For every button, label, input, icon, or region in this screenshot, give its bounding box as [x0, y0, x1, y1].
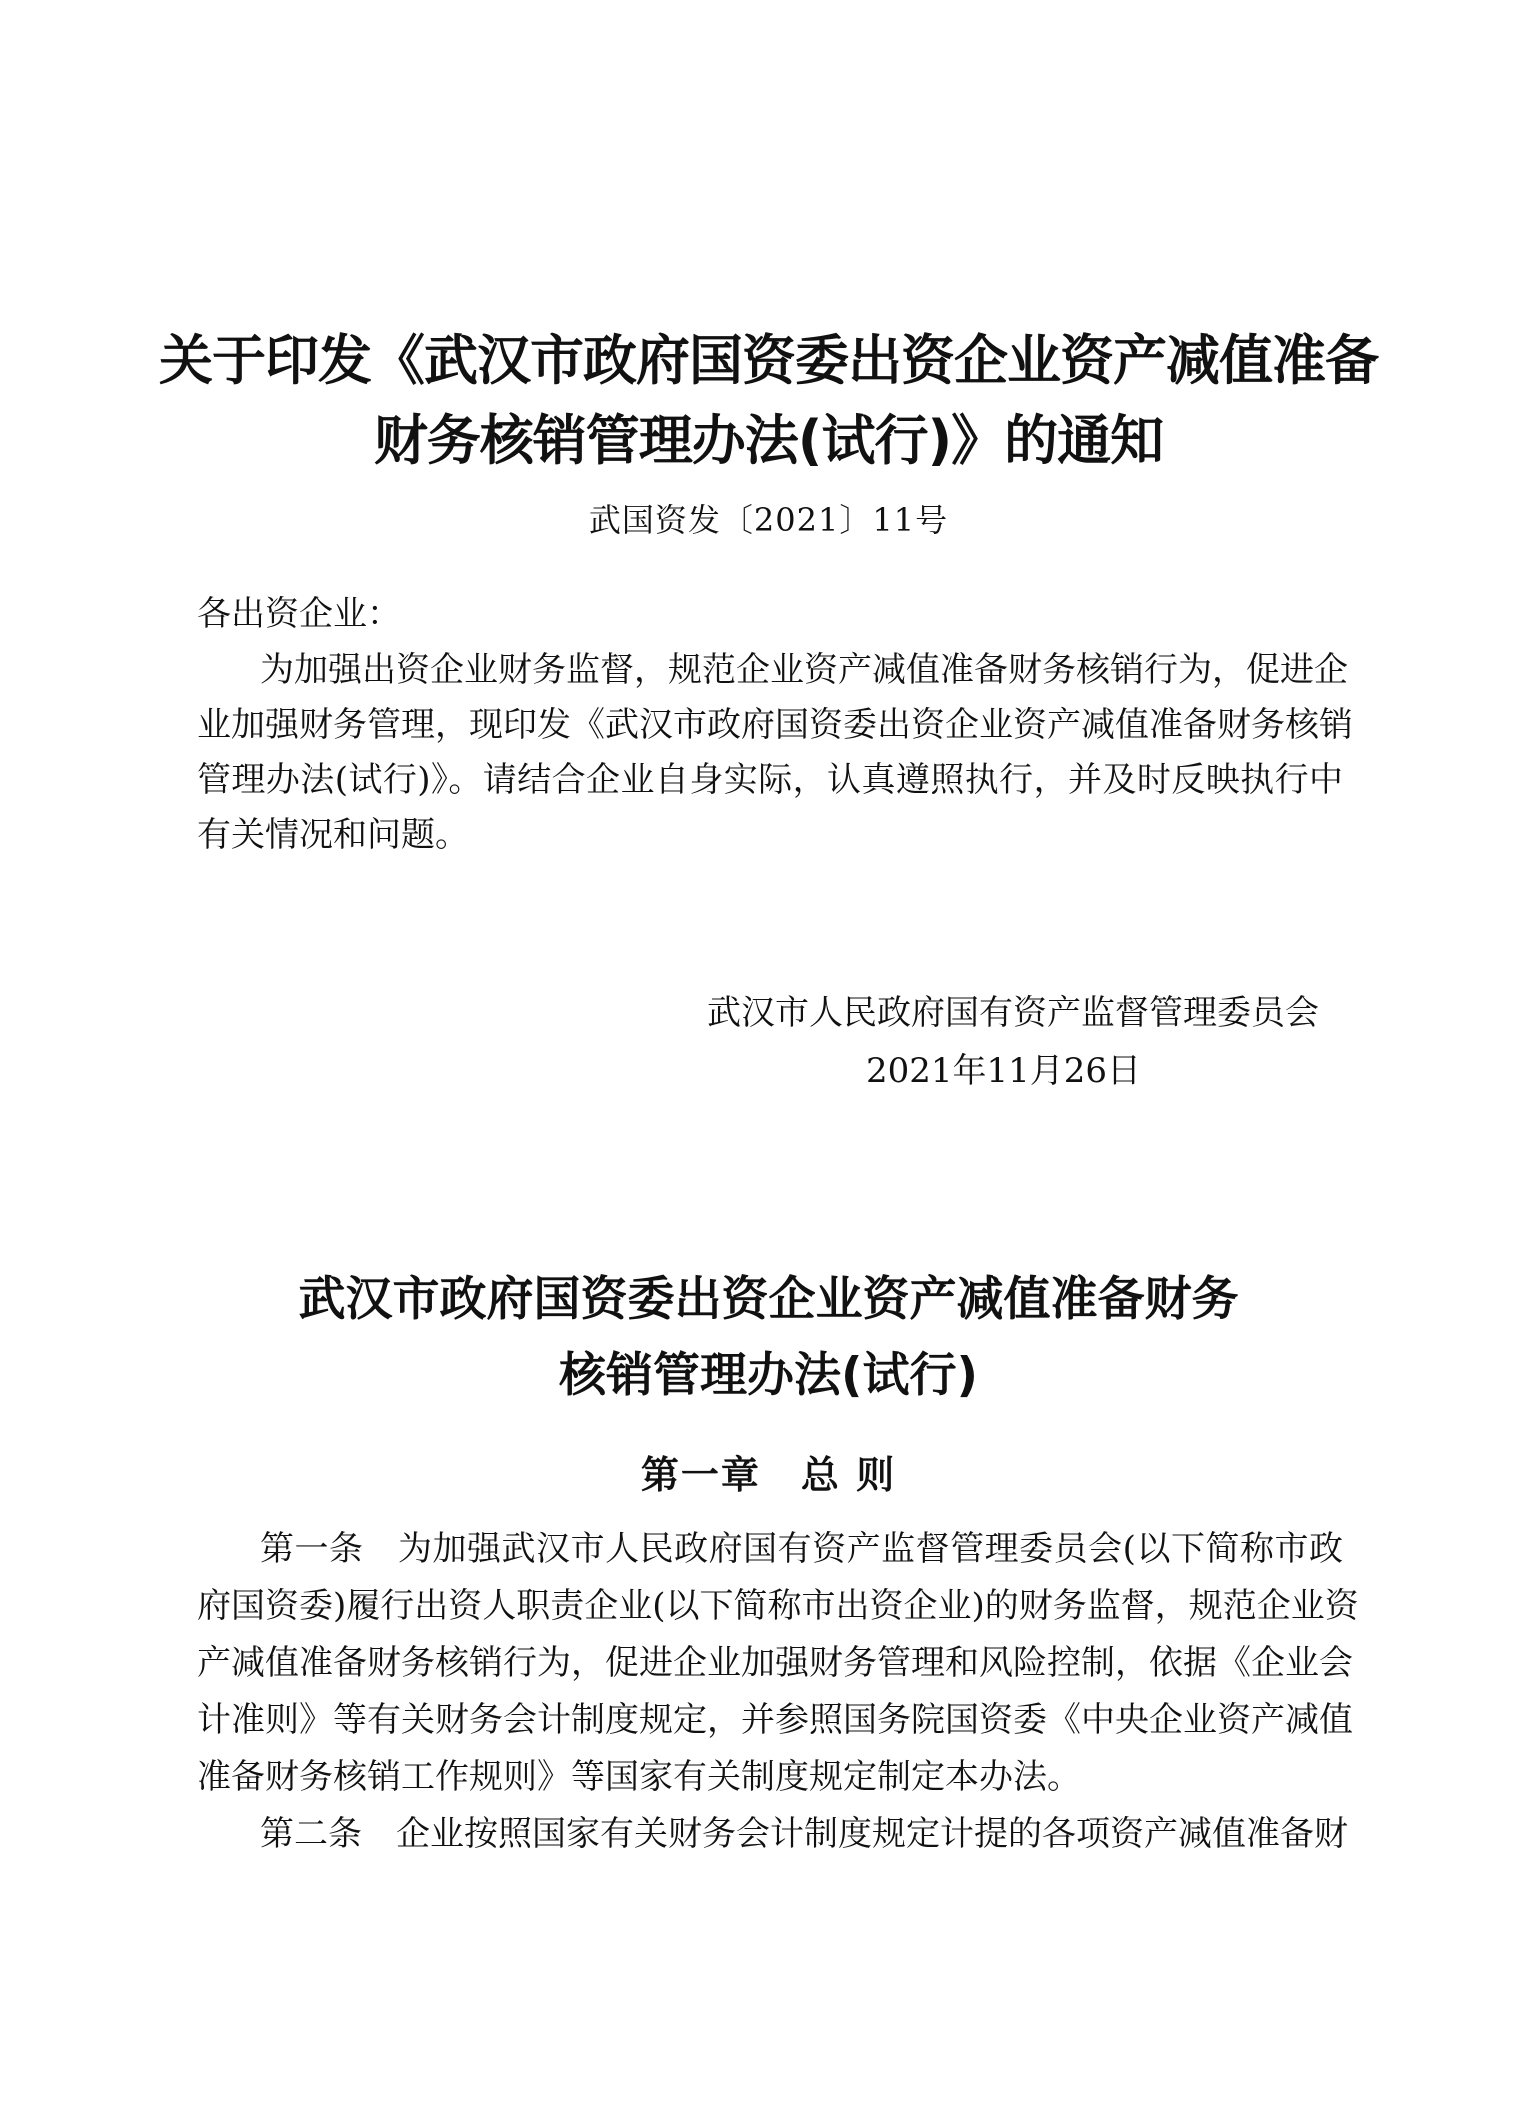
article-2-line-1: 第二条 企业按照国家有关财务会计制度规定计提的各项资产减值准备财	[260, 1814, 1348, 1854]
notice-body-line-3: 管理办法(试行)》。请结合企业自身实际，认真遵照执行，并及时反映执行中	[197, 760, 1343, 800]
document-number: 武国资发〔2021〕11号	[588, 501, 949, 539]
signature-date: 2021年11月26日	[866, 1051, 1142, 1091]
measures-title-line-1: 武汉市政府国资委出资企业资产减值准备财务	[298, 1272, 1239, 1327]
notice-body-line-4: 有关情况和问题。	[197, 815, 469, 855]
notice-body-line-1: 为加强出资企业财务监督，规范企业资产减值准备财务核销行为，促进企	[260, 650, 1348, 690]
notice-title-line-1: 关于印发《武汉市政府国资委出资企业资产减值准备	[159, 329, 1378, 392]
signature-organization: 武汉市人民政府国有资产监督管理委员会	[707, 993, 1319, 1033]
notice-body-line-2: 业加强财务管理，现印发《武汉市政府国资委出资企业资产减值准备财务核销	[197, 705, 1353, 745]
article-1-line-1: 第一条 为加强武汉市人民政府国有资产监督管理委员会(以下简称市政	[260, 1529, 1343, 1569]
article-1-line-3: 产减值准备财务核销行为，促进企业加强财务管理和风险控制，依据《企业会	[197, 1643, 1353, 1683]
notice-title-line-2: 财务核销管理办法(试行)》的通知	[373, 409, 1164, 472]
salutation: 各出资企业：	[197, 594, 401, 634]
chapter-heading: 第一章 总 则	[640, 1453, 897, 1497]
article-1-line-2: 府国资委)履行出资人职责企业(以下简称市出资企业)的财务监督，规范企业资	[197, 1586, 1359, 1626]
article-1-line-4: 计准则》等有关财务会计制度规定，并参照国务院国资委《中央企业资产减值	[197, 1700, 1353, 1740]
article-1-line-5: 准备财务核销工作规则》等国家有关制度规定制定本办法。	[197, 1757, 1081, 1797]
measures-title-line-2: 核销管理办法(试行)	[559, 1348, 978, 1403]
